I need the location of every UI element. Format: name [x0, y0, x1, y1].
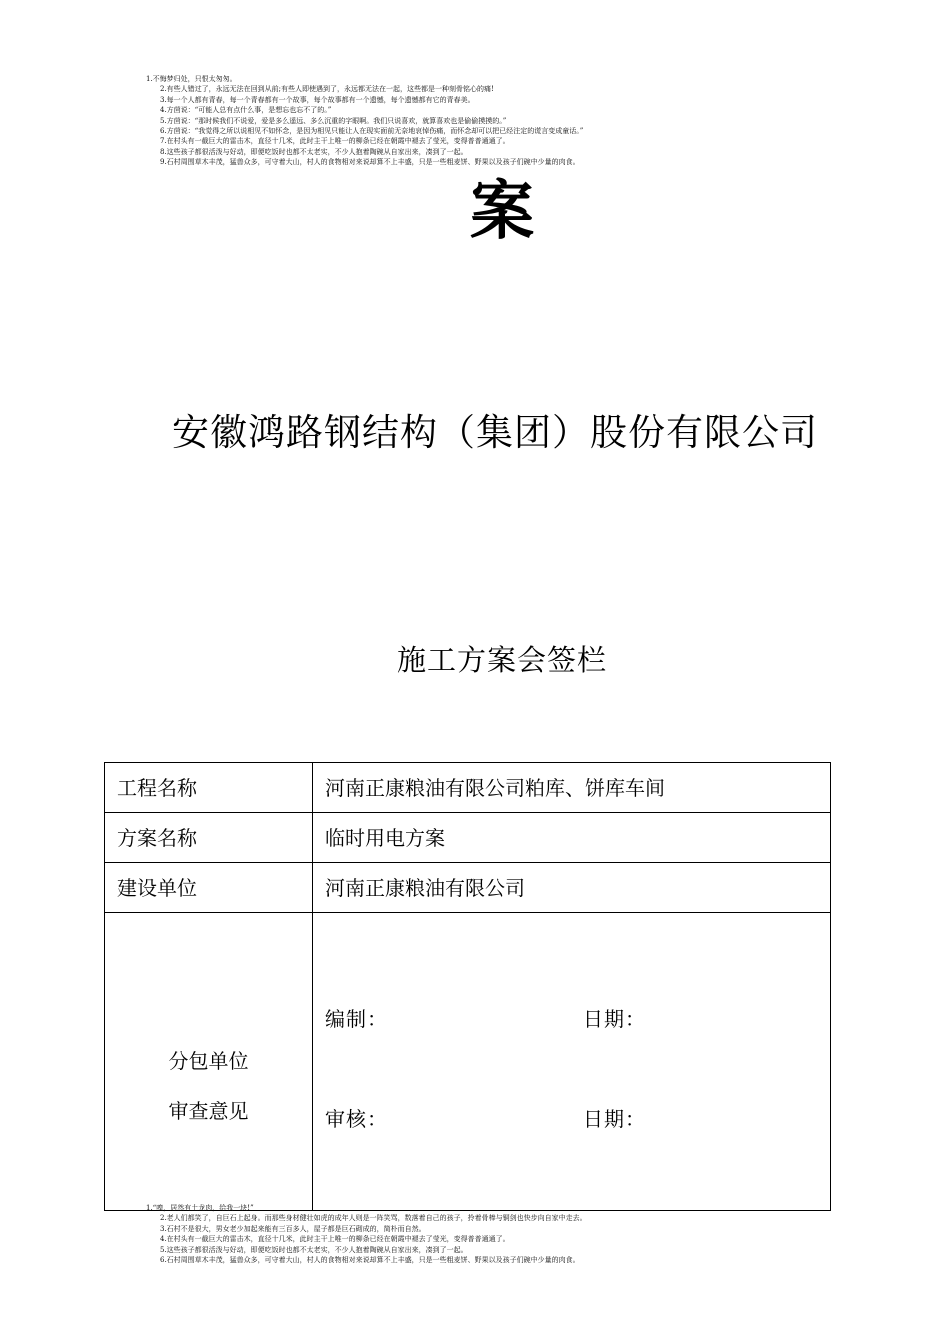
- bottom-notes: [146, 1203, 587, 1265]
- note-line: 6.方茴说：“我觉得之所以说相见不如怀念，是因为相见只能让人在现实面前无奈地哀悼伤痛，而怀念却可以把已经注定的谎言变成童话。”: [160, 126, 584, 135]
- note-line: 3.每一个人都有青春，每一个青春都有一个故事，每个故事都有一个遗憾，每个遗憾都有它的青春美。: [160, 95, 475, 104]
- compile-row: [325, 1005, 830, 1029]
- note-line: 4.方茴说：“可能人总有点什么事，是想忘也忘不了的。”: [160, 106, 332, 115]
- note-line: 1.不悔梦归处，只恨太匆匆。: [146, 75, 237, 83]
- compile-date-label: 日期：: [583, 1006, 646, 1031]
- compile-label: 编制：: [325, 1006, 388, 1031]
- note-line: 6.石村周围草木丰茂，猛兽众多，可守着大山，村人的食物相对来说却算不上丰盛，只是一些粗麦饼、野果以及孩子们碗中少量的肉食。: [160, 1255, 580, 1264]
- client-unit-label: 建设单位: [105, 863, 313, 913]
- note-line: 2.有些人错过了，永远无法在回到从前;有些人即使遇到了，永远都无法在一起，这些都是一种刻骨铭心的痛!: [160, 85, 494, 94]
- review-row: [325, 1105, 830, 1129]
- review-date-label: 日期：: [583, 1106, 646, 1131]
- review-sign-area: [313, 913, 831, 1211]
- project-name-label: 工程名称: [105, 763, 313, 813]
- note-line: 2.老人们都笑了，自巨石上起身。而那些身材健壮如虎的成年人则是一阵笑骂，数落着自己的孩子，拎着骨棒与铜剑也快步向自家中走去。: [160, 1214, 587, 1223]
- plan-name-label: 方案名称: [105, 813, 313, 863]
- project-name-value: 河南正康粮油有限公司粕库、饼库车间: [313, 763, 831, 813]
- top-notes: [146, 74, 583, 168]
- table-row: [105, 813, 831, 863]
- note-line: 8.这些孩子都很活泼与好动，即便吃饭时也都不太老实，不少人抱着陶碗从自家出来，凑到了一起。: [160, 147, 468, 156]
- sign-sheet-title: 施工方案会签栏: [396, 643, 607, 677]
- note-line: 1.“嗅，居然有土龙肉，给我一块!”: [146, 1204, 254, 1212]
- review-opinion-label-line: 审查意见: [168, 1098, 249, 1123]
- note-line: 9.石村周围草木丰茂，猛兽众多，可守着大山，村人的食物相对来说却算不上丰盛，只是一些粗麦饼、野果以及孩子们碗中少量的肉食。: [160, 158, 580, 167]
- table-row: [105, 913, 831, 1211]
- company-name: 安徽鸿路钢结构（集团）股份有限公司: [172, 411, 818, 454]
- subcontractor-label-line: 分包单位: [168, 1048, 249, 1073]
- document-title-fragment: 案: [470, 175, 534, 249]
- client-unit-value: 河南正康粮油有限公司: [313, 863, 831, 913]
- table-row: [105, 763, 831, 813]
- note-line: 5.方茴说：“那时候我们不说爱，爱是多么遥远、多么沉重的字眼啊。我们只说喜欢，就算喜欢也是偷偷摸摸的。”: [160, 116, 507, 125]
- plan-name-value: 临时用电方案: [313, 813, 831, 863]
- note-line: 3.石村不是很大，男女老少加起来能有三百多人，屋子都是巨石砌成的，简朴而自然。: [160, 1224, 426, 1233]
- subcontractor-review-label: [105, 913, 313, 1211]
- note-line: 4.在村头有一截巨大的雷击木，直径十几米，此时主干上唯一的柳条已经在朝霞中褪去了莹光，变得普普通通了。: [160, 1235, 510, 1244]
- review-label: 审核：: [325, 1106, 388, 1131]
- table-row: [105, 863, 831, 913]
- note-line: 5.这些孩子都很活泼与好动，即便吃饭时也都不太老实，不少人抱着陶碗从自家出来，凑到了一起。: [160, 1245, 468, 1254]
- note-line: 7.在村头有一截巨大的雷击木，直径十几米，此时主干上唯一的柳条已经在朝霞中褪去了莹光，变得普普通通了。: [160, 137, 510, 146]
- sign-off-table: [104, 762, 831, 1211]
